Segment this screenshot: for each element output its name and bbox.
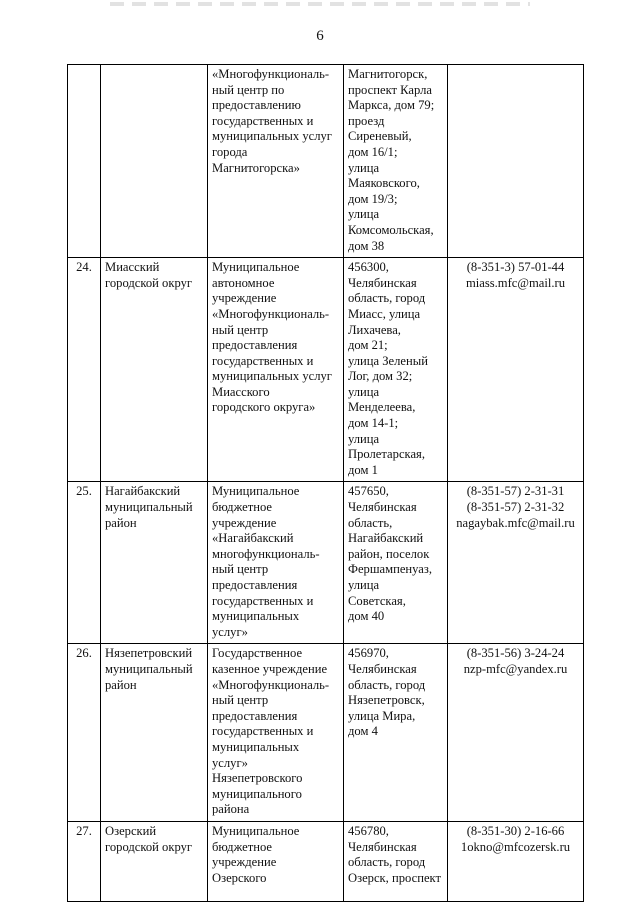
table-row	[68, 65, 584, 258]
contacts-cell: (8-351-30) 2-16-66 1okno@mfcozersk.ru	[448, 821, 584, 901]
district-cell: Нязепетровский муниципальный район	[101, 644, 208, 822]
district-cell: Нагайбакский муниципальный район	[101, 482, 208, 644]
row-number	[68, 65, 101, 258]
table-row	[68, 644, 584, 822]
table-row	[68, 482, 584, 644]
table-row	[68, 821, 584, 901]
address-cell: 457650, Челябинская область, Нагайбакский район, поселок Фершампенуаз, улица Советская, дом 40	[344, 482, 448, 644]
row-number: 25.	[68, 482, 101, 644]
scan-artifact	[110, 2, 530, 6]
institution-cell: «Многофункциональ- ный центр по предоставлению государственных и муниципальных услуг города Магнитогорска»	[208, 65, 344, 258]
address-cell: 456300, Челябинская область, город Миасс, улица Лихачева, дом 21; улица Зеленый Лог, дом 32; улица Менделеева, дом 14-1; улица Пролетарская, дом 1	[344, 258, 448, 482]
address-cell: Магнитогорск, проспект Карла Маркса, дом 79; проезд Сиреневый, дом 16/1; улица Маяковского, дом 19/3; улица Комсомольская, дом 38	[344, 65, 448, 258]
row-number: 24.	[68, 258, 101, 482]
district-cell: Озерский городской округ	[101, 821, 208, 901]
institution-cell: Муниципальное бюджетное учреждение «Нагайбакский многофункциональ- ный центр предоставления государственных и муниципальных услуг»	[208, 482, 344, 644]
address-cell: 456970, Челябинская область, город Нязепетровск, улица Мира, дом 4	[344, 644, 448, 822]
contacts-cell	[448, 65, 584, 258]
institution-cell: Муниципальное бюджетное учреждение Озерского	[208, 821, 344, 901]
contacts-cell: (8-351-3) 57-01-44 miass.mfc@mail.ru	[448, 258, 584, 482]
contacts-cell: (8-351-57) 2-31-31 (8-351-57) 2-31-32 nagaybak.mfc@mail.ru	[448, 482, 584, 644]
page-number: 6	[316, 28, 324, 44]
contacts-cell: (8-351-56) 3-24-24 nzp-mfc@yandex.ru	[448, 644, 584, 822]
address-cell: 456780, Челябинская область, город Озерск, проспект	[344, 821, 448, 901]
row-number: 26.	[68, 644, 101, 822]
mfc-registry-table	[67, 64, 584, 902]
institution-cell: Государственное казенное учреждение «Многофункциональ- ный центр предоставления государственных и муниципальных услуг» Нязепетровского муниципального района	[208, 644, 344, 822]
district-cell	[101, 65, 208, 258]
table-row	[68, 258, 584, 482]
row-number: 27.	[68, 821, 101, 901]
institution-cell: Муниципальное автономное учреждение «Многофункциональ- ный центр предоставления государственных и муниципальных услуг Миасского городского округа»	[208, 258, 344, 482]
district-cell: Миасский городской округ	[101, 258, 208, 482]
